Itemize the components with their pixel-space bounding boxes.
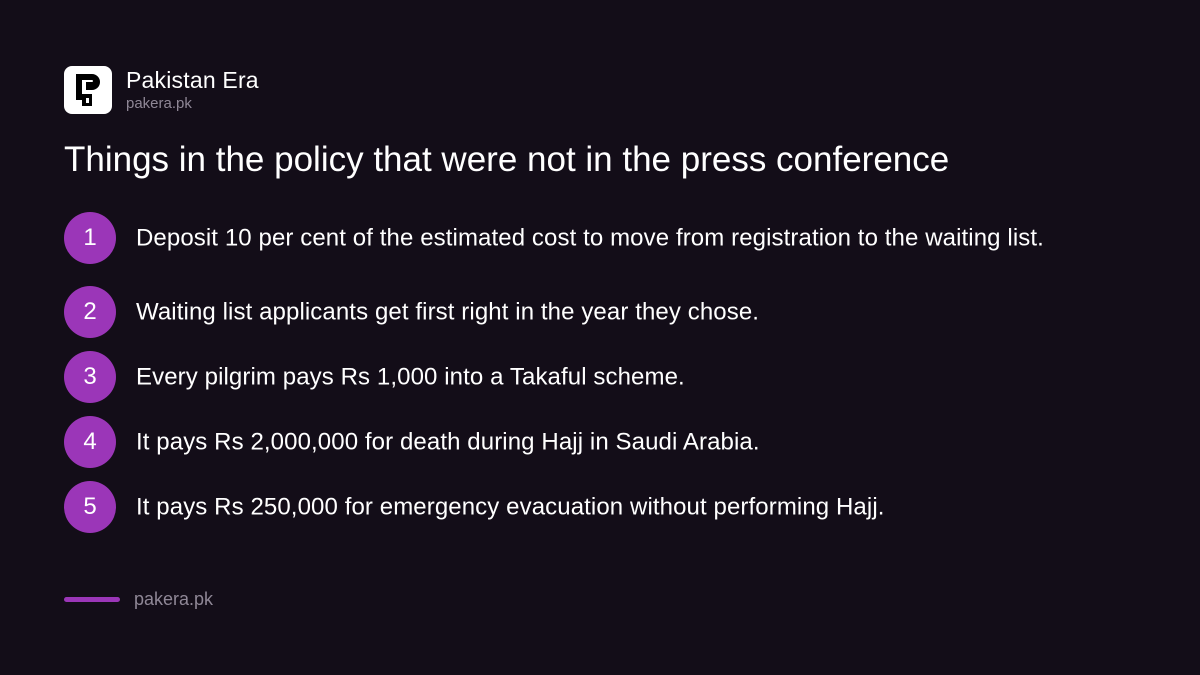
number-badge: 4 bbox=[64, 416, 116, 468]
list-item bbox=[64, 351, 1144, 403]
pakistan-era-logo-icon bbox=[64, 66, 112, 114]
list-item bbox=[64, 481, 1144, 533]
number-badge: 3 bbox=[64, 351, 116, 403]
number-badge: 1 bbox=[64, 212, 116, 264]
list-item-text: Waiting list applicants get first right in the year they chose. bbox=[136, 298, 760, 326]
list-item bbox=[64, 416, 1144, 468]
brand-name: Pakistan Era bbox=[126, 67, 259, 93]
brand bbox=[126, 66, 259, 114]
number-badge: 2 bbox=[64, 286, 116, 338]
list-item-text: Every pilgrim pays Rs 1,000 into a Takaful scheme. bbox=[136, 363, 685, 391]
list-item bbox=[64, 212, 1144, 264]
footer bbox=[64, 588, 213, 610]
header bbox=[64, 66, 259, 114]
footer-accent-bar bbox=[64, 597, 120, 602]
list-item-text: It pays Rs 250,000 for emergency evacuation without performing Hajj. bbox=[136, 493, 885, 521]
list-item-text: It pays Rs 2,000,000 for death during Hajj in Saudi Arabia. bbox=[136, 428, 760, 456]
footer-url: pakera.pk bbox=[134, 589, 214, 609]
brand-url: pakera.pk bbox=[126, 95, 192, 112]
list-item-text: Deposit 10 per cent of the estimated cost to move from registration to the waiting list. bbox=[136, 224, 1044, 252]
list-item bbox=[64, 286, 1144, 338]
number-badge: 5 bbox=[64, 481, 116, 533]
page-title: Things in the policy that were not in the press conference bbox=[64, 140, 950, 179]
